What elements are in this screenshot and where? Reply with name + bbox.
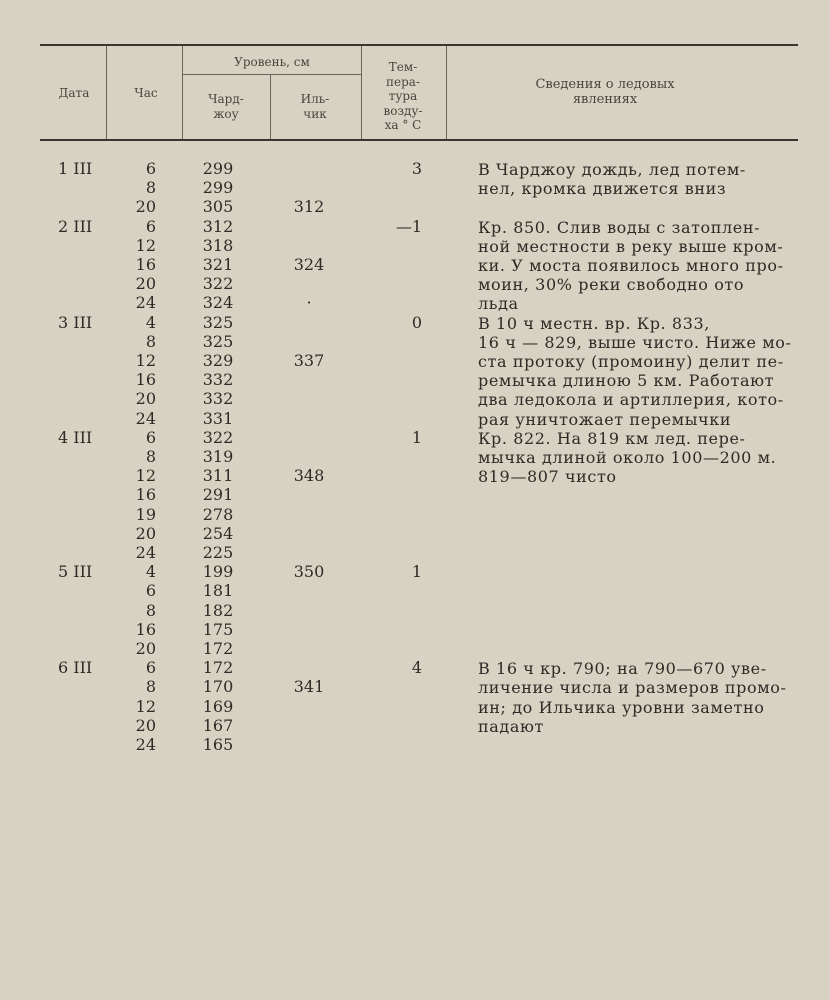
hour-cell: 20 xyxy=(135,715,156,735)
table-row xyxy=(0,524,830,543)
air-temperature-cell: 0 xyxy=(411,312,422,332)
date-cell: 4 III xyxy=(58,427,93,447)
ice-note-line: В Чарджоу дождь, лед потем- xyxy=(478,160,746,179)
header-hour: Час xyxy=(134,86,158,100)
charjou-level-cell: 331 xyxy=(202,408,234,428)
hour-cell: 16 xyxy=(135,255,156,274)
hour-cell: 24 xyxy=(135,408,156,428)
hour-cell: 12 xyxy=(135,235,156,255)
charjou-level-cell: 175 xyxy=(202,619,234,639)
hour-cell: 8 xyxy=(145,600,156,620)
charjou-level-cell: 199 xyxy=(202,562,234,582)
charjou-level-cell: 167 xyxy=(202,715,234,735)
ice-note xyxy=(478,314,798,429)
ice-note-line: два ледокола и артиллерия, кото- xyxy=(478,390,784,410)
charjou-level-cell: 319 xyxy=(202,447,234,466)
ice-note-line: падают xyxy=(478,716,544,736)
ice-note-line: мычка длиной около 100—200 м. xyxy=(478,448,777,467)
ilchik-level-cell: 348 xyxy=(293,466,325,486)
ice-note-line: льда xyxy=(478,294,519,314)
charjou-level-cell: 312 xyxy=(202,216,234,236)
ice-note xyxy=(478,659,798,736)
charjou-level-cell: 299 xyxy=(202,178,234,198)
table-top-rule xyxy=(40,44,798,46)
table-row xyxy=(0,581,830,600)
hour-cell: 16 xyxy=(135,370,156,390)
ice-note-line: рая уничтожает перемычки xyxy=(478,409,732,429)
hour-cell: 8 xyxy=(145,178,156,198)
charjou-level-cell: 329 xyxy=(202,351,234,370)
hour-cell: 20 xyxy=(135,274,156,294)
date-cell: 5 III xyxy=(58,562,93,582)
date-cell: 3 III xyxy=(58,312,93,332)
ice-note-line: ста протоку (промоину) делит пе- xyxy=(478,352,784,371)
charjou-level-cell: 325 xyxy=(202,312,234,332)
ice-note-line: нел, кромка движется вниз xyxy=(478,179,727,199)
charjou-level-cell: 172 xyxy=(202,639,234,658)
hour-cell: 20 xyxy=(135,639,156,658)
table-header-bottom-rule xyxy=(40,139,798,141)
table-row xyxy=(0,735,830,754)
hour-cell: 24 xyxy=(135,543,156,562)
hour-cell: 6 xyxy=(145,581,156,601)
charjou-level-cell: 165 xyxy=(202,735,234,754)
ice-note-line: моин, 30% реки свободно ото xyxy=(478,275,745,295)
hour-cell: 6 xyxy=(145,427,156,447)
header-divider xyxy=(106,46,107,139)
hour-cell: 4 xyxy=(145,312,156,332)
charjou-level-cell: 322 xyxy=(202,427,234,447)
table-row xyxy=(0,562,830,581)
hour-cell: 24 xyxy=(135,293,156,313)
ilchik-level-cell: 350 xyxy=(293,562,325,582)
charjou-level-cell: 322 xyxy=(202,274,234,294)
ice-note xyxy=(478,218,798,314)
charjou-level-cell: 321 xyxy=(202,255,234,274)
header-charjou: Чард- жоу xyxy=(208,92,244,121)
ice-note-line: В 10 ч местн. вр. Кр. 833, xyxy=(478,313,710,333)
hour-cell: 8 xyxy=(145,331,156,351)
date-cell: 2 III xyxy=(58,216,93,236)
table-row xyxy=(0,485,830,504)
air-temperature-cell: 1 xyxy=(411,427,422,447)
charjou-level-cell: 182 xyxy=(202,600,234,620)
table-row xyxy=(0,601,830,620)
header-ilchik: Иль- чик xyxy=(300,92,330,121)
header-level: Уровень, см xyxy=(234,55,310,69)
charjou-level-cell: 325 xyxy=(202,331,234,351)
charjou-level-cell: 324 xyxy=(202,293,234,313)
charjou-level-cell: 254 xyxy=(202,523,234,543)
header-divider xyxy=(270,75,271,139)
charjou-level-cell: 278 xyxy=(202,504,234,524)
table-row xyxy=(0,505,830,524)
table-row xyxy=(0,197,830,216)
ice-note-line: 16 ч — 829, выше чисто. Ниже мо- xyxy=(478,332,792,352)
hour-cell: 12 xyxy=(135,696,156,716)
air-temperature-cell: 4 xyxy=(411,658,422,678)
charjou-level-cell: 225 xyxy=(202,543,234,562)
hour-cell: 19 xyxy=(135,504,156,524)
charjou-level-cell: 318 xyxy=(202,235,234,255)
charjou-level-cell: 311 xyxy=(202,466,234,486)
charjou-level-cell: 181 xyxy=(202,581,234,601)
charjou-level-cell: 170 xyxy=(202,677,234,697)
hour-cell: 12 xyxy=(135,466,156,486)
ilchik-level-cell: 324 xyxy=(293,255,325,274)
charjou-level-cell: 305 xyxy=(202,197,234,217)
header-date: Дата xyxy=(58,86,90,100)
hour-cell: 8 xyxy=(145,677,156,697)
header-temperature: Тем- пера- тура возду- ха ° С xyxy=(383,60,423,132)
hour-cell: 4 xyxy=(145,562,156,582)
date-cell: 1 III xyxy=(58,159,93,178)
hour-cell: 12 xyxy=(135,351,156,370)
hour-cell: 24 xyxy=(135,735,156,754)
hour-cell: 20 xyxy=(135,523,156,543)
hour-cell: 6 xyxy=(145,216,156,236)
table-row xyxy=(0,639,830,658)
ice-note-line: Кр. 822. На 819 км лед. пере- xyxy=(478,428,746,448)
hour-cell: 20 xyxy=(135,197,156,217)
hour-cell: 16 xyxy=(135,485,156,505)
ice-note-line: 819—807 чисто xyxy=(478,467,617,487)
header-divider xyxy=(182,46,183,139)
ice-note-line: В 16 ч кр. 790; на 790—670 уве- xyxy=(478,659,767,679)
charjou-level-cell: 332 xyxy=(202,370,234,390)
ilchik-level-cell: 312 xyxy=(293,197,325,217)
ilchik-level-cell: 341 xyxy=(293,677,325,697)
ice-note-line: ной местности в реку выше кром- xyxy=(478,236,784,256)
air-temperature-cell: 1 xyxy=(411,562,422,582)
ice-note xyxy=(478,429,798,487)
ilchik-level-cell: 337 xyxy=(293,351,325,370)
ice-note xyxy=(478,160,798,198)
header-ice-info: Сведения о ледовых явлениях xyxy=(535,77,675,107)
level-subheader-rule xyxy=(183,74,361,75)
charjou-level-cell: 291 xyxy=(202,485,234,505)
header-divider xyxy=(361,46,362,139)
hour-cell: 16 xyxy=(135,619,156,639)
charjou-level-cell: 299 xyxy=(202,159,234,178)
hour-cell: 6 xyxy=(145,159,156,178)
ilchik-level-cell: · xyxy=(306,293,312,313)
charjou-level-cell: 169 xyxy=(202,696,234,716)
charjou-level-cell: 172 xyxy=(202,658,234,678)
header-divider xyxy=(446,46,447,139)
table-row xyxy=(0,620,830,639)
hour-cell: 8 xyxy=(145,447,156,466)
ice-note-line: Кр. 850. Слив воды с затоплен- xyxy=(478,217,761,237)
air-temperature-cell: —1 xyxy=(395,216,422,236)
date-cell: 6 III xyxy=(58,658,93,678)
hour-cell: 6 xyxy=(145,658,156,678)
ice-note-line: ремычка длиною 5 км. Работают xyxy=(478,371,775,391)
ice-note-line: ин; до Ильчика уровни заметно xyxy=(478,697,765,717)
table-row xyxy=(0,543,830,562)
charjou-level-cell: 332 xyxy=(202,389,234,409)
hour-cell: 20 xyxy=(135,389,156,409)
air-temperature-cell: 3 xyxy=(411,159,422,178)
ice-note-line: личение числа и размеров промо- xyxy=(478,678,787,698)
ice-note-line: ки. У моста появилось много про- xyxy=(478,256,784,275)
